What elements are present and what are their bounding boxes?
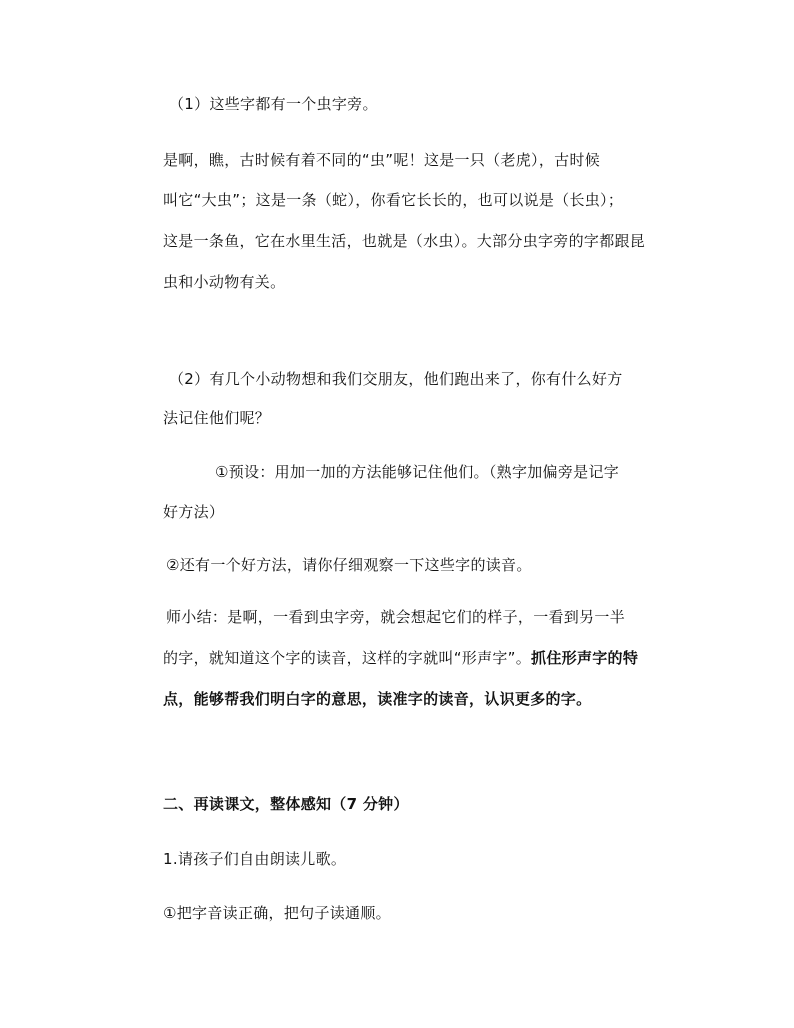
- paragraph-3-line-1: （2）有几个小动物想和我们交朋友，他们跑出来了，你有什么好方: [169, 370, 623, 388]
- paragraph-3-line-2: 法记住他们呢？: [163, 409, 271, 427]
- paragraph-4-line-2: 好方法）: [163, 503, 225, 521]
- section-heading: 二、再读课文，整体感知（7 分钟）: [163, 795, 409, 813]
- paragraph-2-line-3: 这是一条鱼，它在水里生活，也就是（水虫）。大部分虫字旁的字都跟昆: [163, 232, 646, 250]
- teacher-summary-line-3: 点，能够帮我们明白字的意思，读准字的读音，认识更多的字。: [163, 690, 592, 708]
- paragraph-4-line-1: ①预设：用加一加的方法能够记住他们。（熟字加偏旁是记字: [215, 463, 620, 481]
- teacher-summary-bold-text: 抓住形声字的特: [531, 649, 639, 667]
- list-item-1-sub: ①把字音读正确，把句子读通顺。: [163, 904, 391, 922]
- paragraph-5: ②还有一个好方法，请你仔细观察一下这些字的读音。: [166, 556, 532, 574]
- paragraph-2-line-2: 叫它“大虫”；这是一条（蛇），你看它长长的，也可以说是（长虫）；: [163, 191, 624, 209]
- teacher-summary-normal-text: 的字，就知道这个字的读音，这样的字就叫“形声字”。: [163, 649, 532, 667]
- paragraph-2-line-1: 是啊，瞧，古时候有着不同的“虫”呢！这是一只（老虎），古时候: [163, 151, 601, 169]
- paragraph-1: （1）这些字都有一个虫字旁。: [169, 95, 378, 113]
- teacher-summary-line-1: 师小结：是啊，一看到虫字旁，就会想起它们的样子，一看到另一半: [166, 608, 626, 626]
- list-item-1: 1.请孩子们自由朗读儿歌。: [163, 850, 347, 868]
- teacher-summary-line-2: [163, 648, 638, 668]
- paragraph-2-line-4: 虫和小动物有关。: [163, 273, 286, 291]
